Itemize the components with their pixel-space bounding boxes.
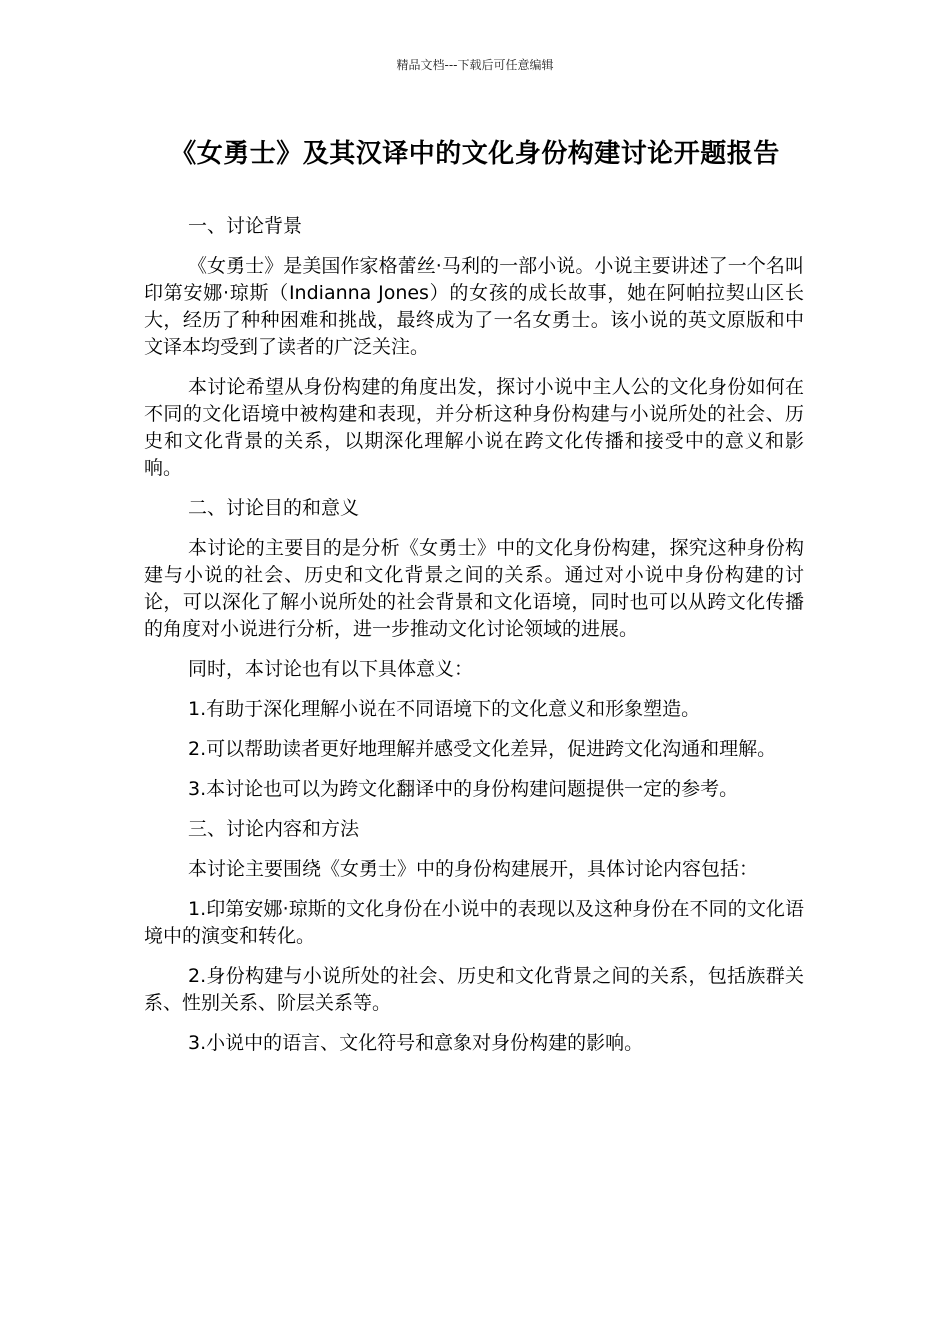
paragraph-purpose: 本讨论的主要目的是分析《女勇士》中的文化身份构建，探究这种身份构建与小说的社会、历史和文化背景之间的关系。通过对小说中身份构建的讨论，可以深化了解小说所处的社会背景和文化语境，同时也可以从跨文化传播的角度对小说进行分析，进一步推动文化讨论领域的进展。: [144, 537, 804, 640]
list-item-significance-1: 1.有助于深化理解小说在不同语境下的文化意义和形象塑造。: [188, 698, 701, 720]
paragraph-study-aim: 本讨论希望从身份构建的角度出发，探讨小说中主人公的文化身份如何在不同的文化语境中被构建和表现，并分析这种身份构建与小说所处的社会、历史和文化背景的关系，以期深化理解小说在跨文化传播和接受中的意义和影响。: [144, 376, 804, 479]
page-header-note: 精品文档---下载后可任意编辑: [396, 58, 554, 72]
section-heading-content-method: 三、讨论内容和方法: [188, 818, 360, 840]
list-item-content-3: 3.小说中的语言、文化符号和意象对身份构建的影响。: [188, 1032, 644, 1054]
paragraph-content-intro: 本讨论主要围绕《女勇士》中的身份构建展开，具体讨论内容包括：: [188, 858, 759, 880]
section-heading-background: 一、讨论背景: [188, 215, 303, 237]
list-item-significance-2: 2.可以帮助读者更好地理解并感受文化差异，促进跨文化沟通和理解。: [188, 738, 777, 760]
paragraph-significance-intro: 同时，本讨论也有以下具体意义：: [188, 658, 474, 680]
list-item-content-2: 2.身份构建与小说所处的社会、历史和文化背景之间的关系，包括族群关系、性别关系、阶层关系等。: [144, 965, 804, 1014]
list-item-significance-3: 3.本讨论也可以为跨文化翻译中的身份构建问题提供一定的参考。: [188, 778, 739, 800]
section-heading-purpose: 二、讨论目的和意义: [188, 497, 360, 519]
document-title: 《女勇士》及其汉译中的文化身份构建讨论开题报告: [170, 139, 780, 169]
paragraph-novel-intro: 《女勇士》是美国作家格蕾丝·马利的一部小说。小说主要讲述了一个名叫印第安娜·琼斯（Indianna Jones）的女孩的成长故事，她在阿帕拉契山区长大，经历了种种困难和挑战，最终成为了一名女勇士。该小说的英文原版和中文译本均受到了读者的广泛关注。: [144, 255, 804, 358]
document-body: [144, 213, 804, 1070]
list-item-content-1: 1.印第安娜·琼斯的文化身份在小说中的表现以及这种身份在不同的文化语境中的演变和转化。: [144, 898, 804, 947]
